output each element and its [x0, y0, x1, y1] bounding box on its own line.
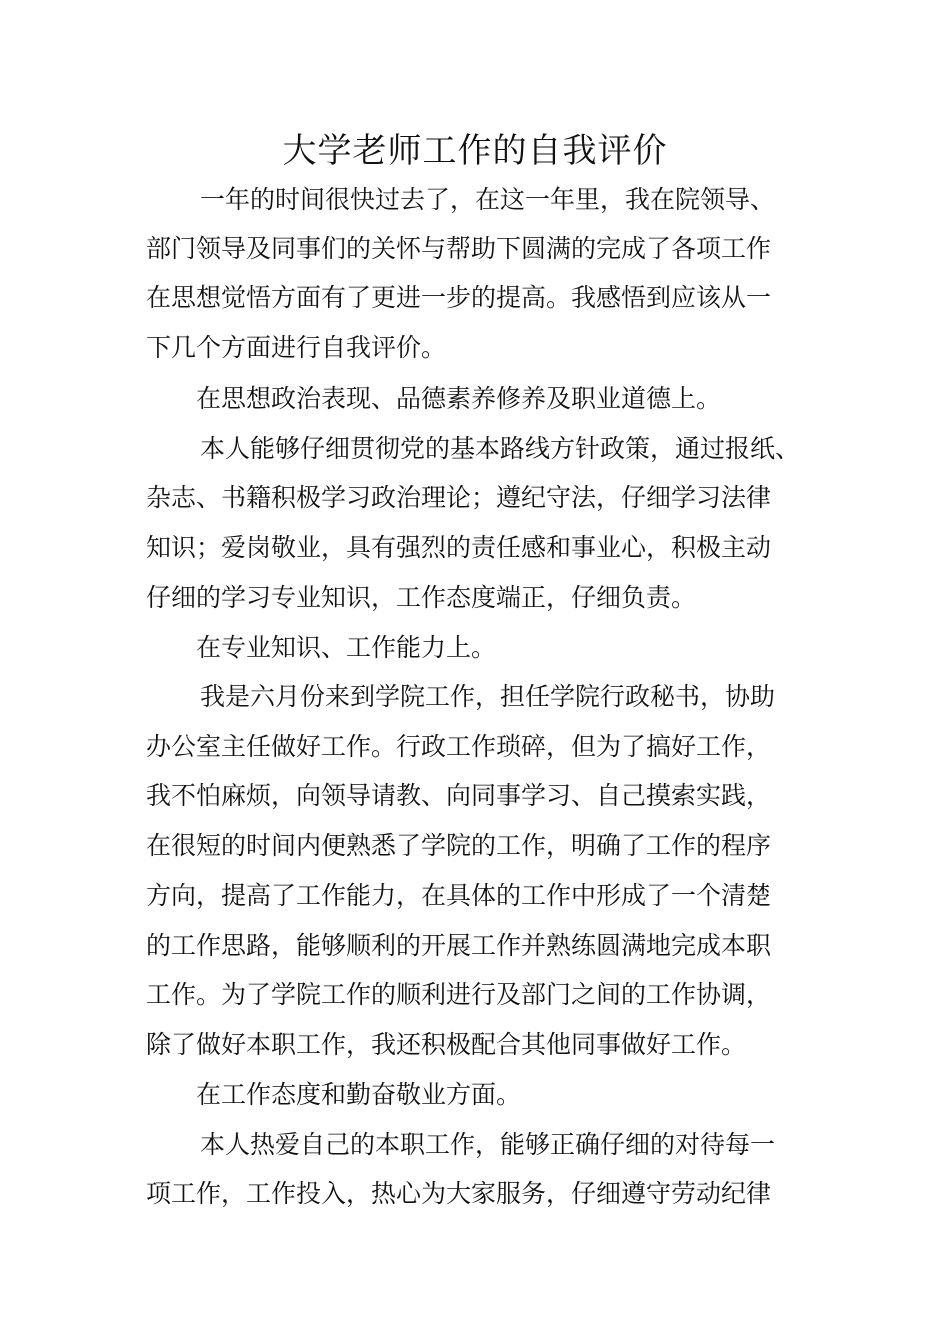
body-line-16: 的工作思路，能够顺利的开展工作并熟练圆满地完成本职	[146, 931, 772, 960]
body-line-15: 方向，提高了工作能力，在具体的工作中形成了一个清楚	[146, 881, 772, 910]
section-heading-2: 在专业知识、工作能力上。	[196, 633, 497, 662]
body-line-8: 知识；爱岗敬业，具有强烈的责任感和事业心，积极主动	[146, 533, 772, 562]
body-line-3: 在思想觉悟方面有了更进一步的提高。我感悟到应该从一	[146, 283, 772, 312]
body-line-2: 部门领导及同事们的关怀与帮助下圆满的完成了各项工作	[146, 234, 772, 263]
body-line-21: 项工作，工作投入，热心为大家服务，仔细遵守劳动纪律	[146, 1179, 772, 1208]
body-line-11: 我是六月份来到学院工作，担任学院行政秘书，协助	[200, 682, 776, 711]
body-line-6: 本人能够仔细贯彻党的基本路线方针政策，通过报纸、	[200, 434, 801, 463]
section-heading-3: 在工作态度和勤奋敬业方面。	[196, 1080, 522, 1109]
body-line-18: 除了做好本职工作，我还积极配合其他同事做好工作。	[146, 1030, 747, 1059]
document-title: 大学老师工作的自我评价	[282, 131, 668, 171]
body-line-20: 本人热爱自己的本职工作，能够正确仔细的对待每一	[200, 1130, 776, 1159]
body-line-14: 在很短的时间内便熟悉了学院的工作，明确了工作的程序	[146, 831, 772, 860]
body-line-7: 杂志、书籍积极学习政治理论；遵纪守法，仔细学习法律	[146, 483, 772, 512]
body-line-17: 工作。为了学院工作的顺利进行及部门之间的工作协调，	[146, 980, 772, 1009]
body-line-12: 办公室主任做好工作。行政工作琐碎，但为了搞好工作，	[146, 732, 772, 761]
body-line-9: 仔细的学习专业知识，工作态度端正，仔细负责。	[146, 583, 697, 612]
body-line-1: 一年的时间很快过去了，在这一年里，我在院领导、	[200, 185, 776, 214]
section-heading-1: 在思想政治表现、品德素养修养及职业道德上。	[196, 384, 722, 413]
body-line-4: 下几个方面进行自我评价。	[146, 333, 447, 362]
body-line-13: 我不怕麻烦，向领导请教、向同事学习、自己摸索实践，	[146, 781, 772, 810]
